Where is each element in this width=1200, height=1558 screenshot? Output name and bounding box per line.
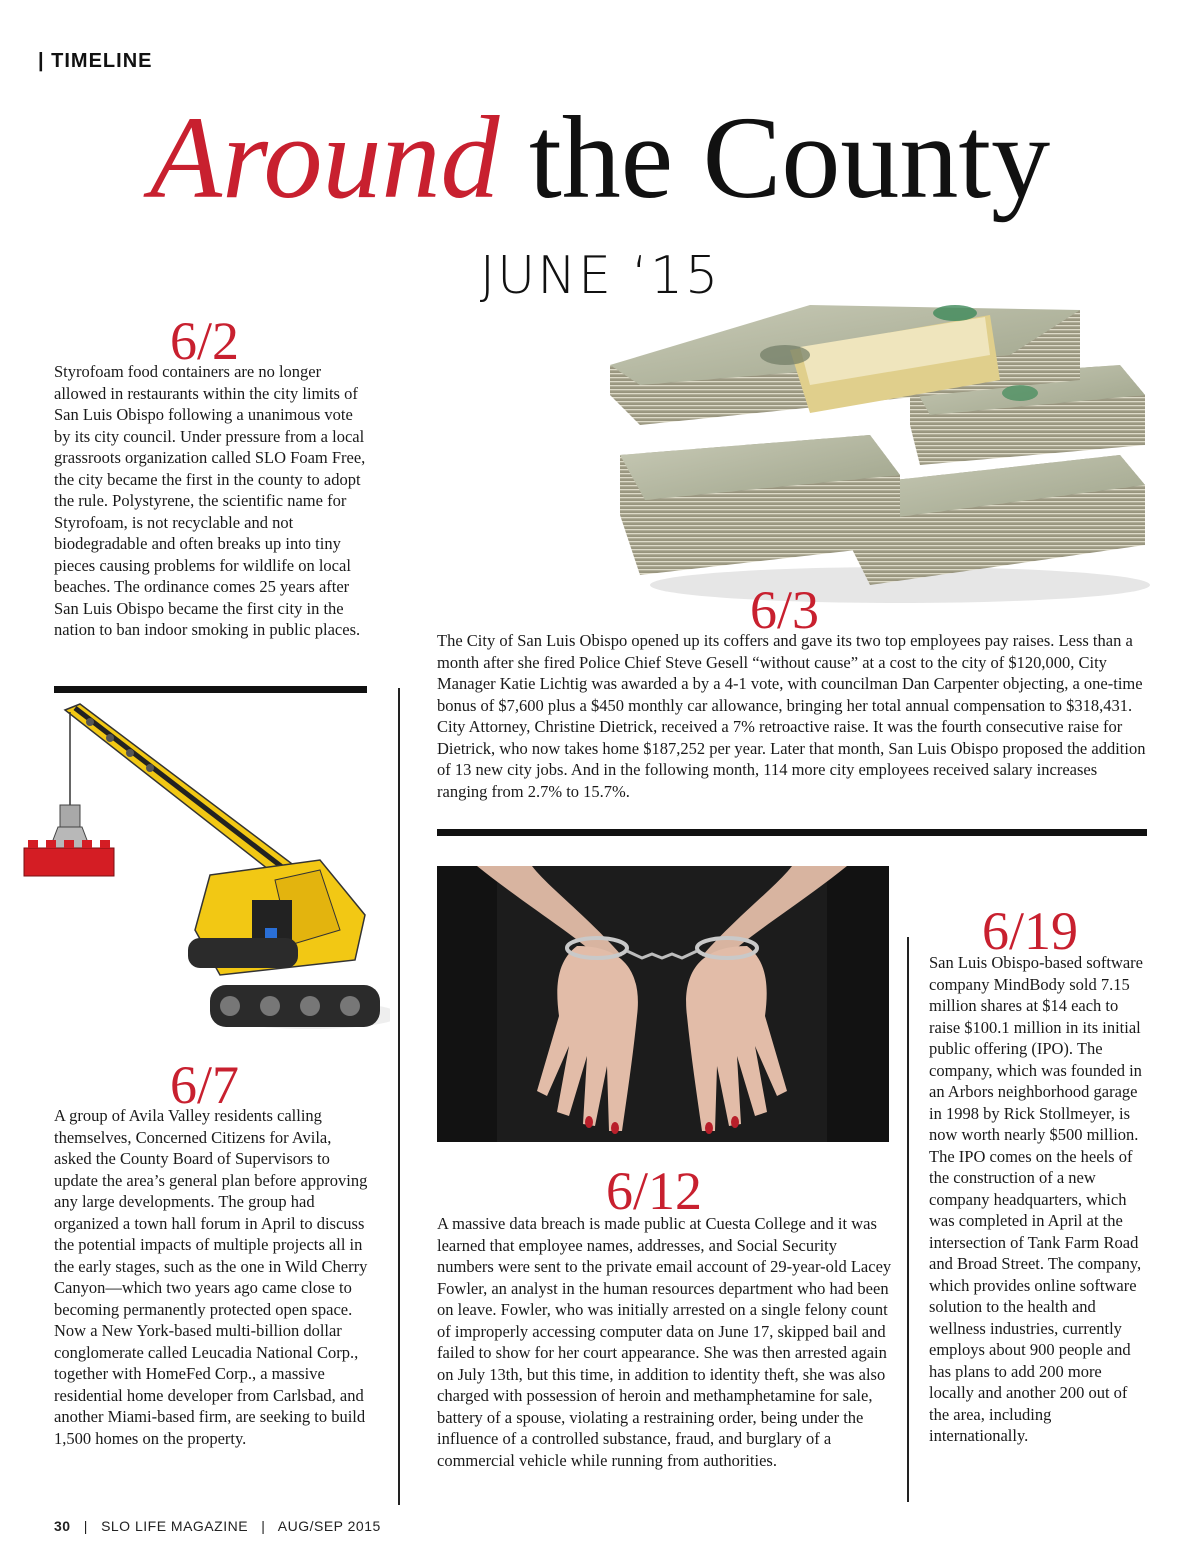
handcuffs-photo: [437, 866, 889, 1142]
title-accent: Around: [149, 92, 500, 223]
footer-separator: |: [83, 1518, 88, 1534]
entry-date-6-19: 6/19: [982, 901, 1079, 961]
money-stack-image: [600, 285, 1160, 610]
title-main: the County: [499, 92, 1051, 223]
divider-rule: [54, 686, 367, 693]
column-divider: [398, 688, 400, 1505]
page-footer: [54, 1518, 381, 1534]
entry-date-6-7: 6/7: [170, 1055, 240, 1115]
footer-separator: |: [261, 1518, 266, 1534]
entry-date-6-2: 6/2: [170, 311, 240, 371]
divider-rule: [437, 829, 1147, 836]
column-divider: [907, 937, 909, 1502]
section-label: | TIMELINE: [38, 50, 153, 72]
issue-date: AUG/SEP 2015: [277, 1518, 381, 1534]
page-number: 30: [54, 1518, 71, 1534]
entry-text-6-7: A group of Avila Valley residents calling themselves, Concerned Citizens for Avila, asked the County Board of Supervisors to update the area’s general plan before approving any large developments. The group had organized a town hall forum in April to discuss the potential impacts of multiple projects all in the early stages, such as the one in Wild Cherry Canyon—which two years ago came close to becoming permanently protected open space. Now a New York-based multi-billion dollar conglomerate called Leucadia National Corp., together with HomeFed Corp., a massive residential home developer from Carlsbad, and another Miami-based firm, are seeking to build 1,500 homes on the property.: [54, 1106, 368, 1448]
entry-date-6-12: 6/12: [606, 1161, 703, 1221]
entry-text-6-3: The City of San Luis Obispo opened up its coffers and gave its two top employees pay raises. Less than a month after she fired Police Chief Steve Gesell “without cause” at a cost to the city of $120,000, City Manager Katie Lichtig was awarded a by a 4-1 vote, with councilman Dan Carpenter objecting, a one-time bonus of $7,600 plus a $450 monthly car allowance, bringing her total annual compensation to $318,431. City Attorney, Christine Dietrick, received a 7% retroactive raise. It was the fourth consecutive raise for Dietrick, who now takes home $187,252 per year. Later that month, San Luis Obispo proposed the addition of 13 new city jobs. And in the following month, 114 more city employees received salary increases ranging from 2.7% to 15.7%.: [437, 631, 1146, 801]
page-title: [0, 88, 1200, 228]
entry-text-6-12: A massive data breach is made public at Cuesta College and it was learned that employee names, addresses, and Social Security numbers were sent to the private email account of 29-year-old Lacey Fowler, an analyst in the human resources department who had been on leave. Fowler, who was initially arrested on a single felony count of improperly accessing computer data on June 17, skipped bail and failed to show for her court appearance. She was then arrested again on July 13th, but this time, in addition to identity theft, she was also charged with possession of heroin and methamphetamine for sale, battery of a spouse, violating a restraining order, being under the influence of a controlled substance, fraud, and burglary of a commercial vehicle while running from authorities.: [437, 1214, 892, 1470]
entry-date-6-3: 6/3: [750, 580, 820, 640]
toy-crane-image: [20, 700, 390, 1050]
entry-text-6-2: Styrofoam food containers are no longer allowed in restaurants within the city limits of San Luis Obispo following a unanimous vote by its city council. Under pressure from a local grassroots organization called SLO Foam Free, the city became the first in the county to adopt the rule. Polystyrene, the scientific name for Styrofoam, is not recyclable and not biodegradable and often breaks up into tiny pieces causing problems for wildlife on local beaches. The ordinance comes 25 years after San Luis Obispo became the first city in the nation to ban indoor smoking in public places.: [54, 362, 366, 639]
entry-text-6-19: San Luis Obispo-based software company MindBody sold 7.15 million shares at $14 each to raise $100.1 million in its initial public offering (IPO). The company, which was founded in an Arbors neighborhood garage in 1998 by Rick Stollmeyer, is now worth nearly $500 million. The IPO comes on the heels of the construction of a new company headquarters, which was completed in April at the intersection of Tank Farm Road and Broad Street. The company, which provides online software solution to the health and wellness industries, currently employs about 900 people and has plans to add 200 more locally and another 200 out of the area, including internationally.: [929, 953, 1144, 1445]
month-heading: JUNE ‘15: [479, 246, 721, 306]
magazine-name: SLO LIFE MAGAZINE: [101, 1518, 249, 1534]
